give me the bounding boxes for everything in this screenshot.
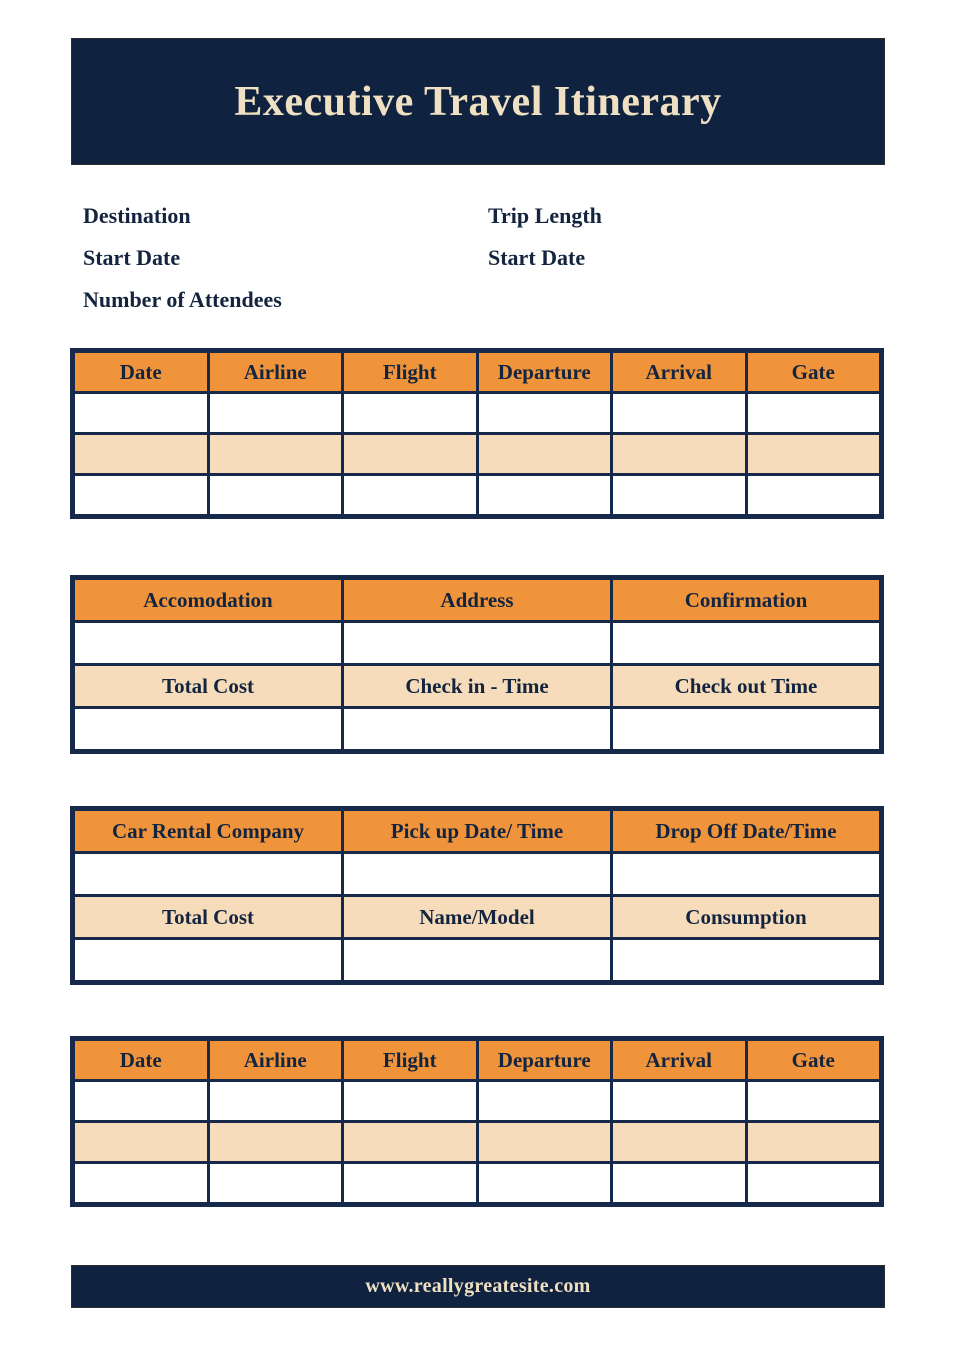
blank-cell <box>343 393 478 434</box>
flights-1-empty-row <box>74 434 881 475</box>
start-date-label: Start Date <box>83 245 181 270</box>
header-check-in-time: Check in - Time <box>343 665 612 708</box>
flights-2-empty-row <box>74 1163 881 1204</box>
blank-cell <box>74 853 343 896</box>
header-check-out-time: Check out Time <box>612 665 881 708</box>
blank-cell <box>343 1163 478 1204</box>
header-total-cost: Total Cost <box>74 665 343 708</box>
accommodation-table <box>70 575 884 754</box>
blank-cell <box>208 1081 343 1122</box>
blank-cell <box>477 434 612 475</box>
header-gate-2: Gate <box>746 1040 881 1081</box>
blank-cell <box>74 939 343 982</box>
blank-cell <box>343 434 478 475</box>
number-of-attendees-label: Number of Attendees <box>83 287 282 312</box>
header-drop-off-date-time: Drop Off Date/Time <box>612 810 881 853</box>
trip-info-right-column <box>488 195 602 279</box>
blank-cell <box>343 939 612 982</box>
blank-cell <box>74 475 209 516</box>
accommodation-secondary-header-row <box>74 665 881 708</box>
page-title: Executive Travel Itinerary <box>234 78 722 125</box>
header-departure-2: Departure <box>477 1040 612 1081</box>
accommodation-empty-row <box>74 708 881 751</box>
blank-cell <box>74 1122 209 1163</box>
blank-cell <box>74 1163 209 1204</box>
car-rental-header-row <box>74 810 881 853</box>
blank-cell <box>612 475 747 516</box>
blank-cell <box>343 475 478 516</box>
blank-cell <box>746 1122 881 1163</box>
footer-banner <box>71 1265 885 1308</box>
header-car-rental-company: Car Rental Company <box>74 810 343 853</box>
blank-cell <box>612 708 881 751</box>
header-arrival: Arrival <box>612 352 747 393</box>
trip-length-label: Trip Length <box>488 203 602 228</box>
blank-cell <box>612 1081 747 1122</box>
header-accomodation: Accomodation <box>74 579 343 622</box>
blank-cell <box>477 1081 612 1122</box>
header-arrival-2: Arrival <box>612 1040 747 1081</box>
blank-cell <box>746 1163 881 1204</box>
flights-1-header-row <box>74 352 881 393</box>
header-consumption: Consumption <box>612 896 881 939</box>
blank-cell <box>612 853 881 896</box>
header-airline-2: Airline <box>208 1040 343 1081</box>
blank-cell <box>477 1163 612 1204</box>
start-date-label-2: Start Date <box>488 245 586 270</box>
blank-cell <box>208 434 343 475</box>
blank-cell <box>343 708 612 751</box>
blank-cell <box>74 1081 209 1122</box>
blank-cell <box>74 393 209 434</box>
blank-cell <box>74 622 343 665</box>
destination-label: Destination <box>83 203 191 228</box>
blank-cell <box>477 1122 612 1163</box>
header-date: Date <box>74 352 209 393</box>
car-rental-empty-row <box>74 853 881 896</box>
header-banner <box>71 38 885 165</box>
header-address: Address <box>343 579 612 622</box>
trip-info-left-column <box>83 195 282 321</box>
blank-cell <box>74 708 343 751</box>
car-rental-secondary-header-row <box>74 896 881 939</box>
accommodation-header-row <box>74 579 881 622</box>
accommodation-empty-row <box>74 622 881 665</box>
header-gate: Gate <box>746 352 881 393</box>
blank-cell <box>208 1163 343 1204</box>
blank-cell <box>746 393 881 434</box>
header-airline: Airline <box>208 352 343 393</box>
blank-cell <box>343 622 612 665</box>
blank-cell <box>208 475 343 516</box>
blank-cell <box>612 622 881 665</box>
flights-1-empty-row <box>74 393 881 434</box>
blank-cell <box>746 475 881 516</box>
flights-table-1 <box>70 348 884 519</box>
website-url: www.reallygreatesite.com <box>365 1275 591 1297</box>
header-pick-up-date-time: Pick up Date/ Time <box>343 810 612 853</box>
header-flight: Flight <box>343 352 478 393</box>
blank-cell <box>612 939 881 982</box>
blank-cell <box>343 1122 478 1163</box>
header-name-model: Name/Model <box>343 896 612 939</box>
blank-cell <box>74 434 209 475</box>
flights-2-empty-row <box>74 1122 881 1163</box>
blank-cell <box>477 393 612 434</box>
header-departure: Departure <box>477 352 612 393</box>
header-confirmation: Confirmation <box>612 579 881 622</box>
flights-table-2 <box>70 1036 884 1207</box>
blank-cell <box>612 1163 747 1204</box>
blank-cell <box>746 434 881 475</box>
car-rental-empty-row <box>74 939 881 982</box>
blank-cell <box>746 1081 881 1122</box>
blank-cell <box>208 1122 343 1163</box>
header-flight-2: Flight <box>343 1040 478 1081</box>
blank-cell <box>208 393 343 434</box>
flights-1-empty-row <box>74 475 881 516</box>
blank-cell <box>612 434 747 475</box>
flights-2-empty-row <box>74 1081 881 1122</box>
header-total-cost-2: Total Cost <box>74 896 343 939</box>
flights-2-header-row <box>74 1040 881 1081</box>
blank-cell <box>612 1122 747 1163</box>
header-date-2: Date <box>74 1040 209 1081</box>
blank-cell <box>343 1081 478 1122</box>
blank-cell <box>612 393 747 434</box>
blank-cell <box>343 853 612 896</box>
blank-cell <box>477 475 612 516</box>
car-rental-table <box>70 806 884 985</box>
